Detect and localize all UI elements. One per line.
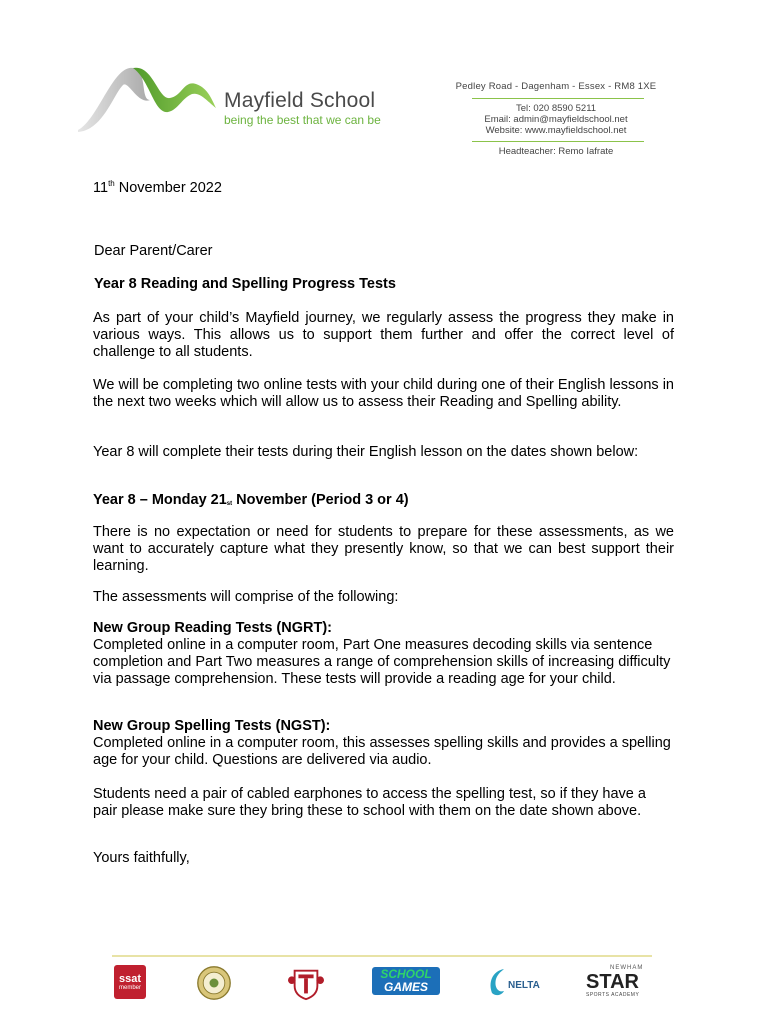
nelta-logo — [486, 965, 548, 1001]
ngst-heading: New Group Spelling Tests (NGST): — [93, 718, 331, 734]
school-tagline: being the best that we can be — [224, 113, 381, 127]
nelta-logo-text: NELTA — [508, 980, 540, 991]
ngrt-description: Completed online in a computer room, Part One measures decoding skills via sentence completion and Part Two measures a range of comprehension skills of increasing difficulty via passage comprehension. These tests will provide a reading age for your child. — [93, 637, 671, 687]
sports-academy-text: SPORTS ACADEMY — [586, 992, 640, 998]
date-suffix: th — [108, 179, 115, 188]
paragraph: Students need a pair of cabled earphones to access the spelling test, so if they have a pair please make sure they bring these to school with them on the date shown above. — [93, 786, 646, 819]
school-logo-swoosh — [78, 60, 218, 135]
ngst-description: Completed online in a computer room, this assesses spelling skills and provides a spelling age for your child. Questions are delivered via audio. — [93, 735, 671, 768]
paragraph: As part of your child’s Mayfield journey, we regularly assess the progress they make in various ways. This allows us to support them further and offer the correct level of challenge to all students. — [93, 310, 674, 360]
school-name: Mayfield School — [224, 89, 376, 112]
date-day: 11 — [93, 180, 109, 196]
school-email: Email: admin@mayfieldschool.net — [484, 114, 628, 125]
ssat-logo-text: ssat — [118, 973, 142, 985]
letter-date — [93, 180, 674, 197]
closing: Yours faithfully, — [93, 850, 190, 866]
headteacher-name: Headteacher: Remo Iafrate — [498, 146, 614, 157]
newham-text: NEWHAM — [610, 965, 644, 971]
star-text: STAR — [586, 971, 639, 993]
school-games-line-2: GAMES — [383, 980, 428, 994]
footer-divider — [112, 955, 652, 957]
nelta-swirl-icon — [486, 965, 508, 999]
paragraph: The assessments will comprise of the following: — [93, 589, 399, 605]
award-badge-icon — [194, 965, 234, 1001]
school-address: Pedley Road - Dagenham - Essex - RM8 1XE — [455, 81, 657, 92]
coat-of-arms-icon — [286, 965, 326, 1001]
ngrt-heading: New Group Reading Tests (NGRT): — [93, 620, 332, 636]
salutation: Dear Parent/Carer — [94, 243, 213, 259]
school-games-logo — [372, 967, 440, 995]
school-telephone: Tel: 020 8590 5211 — [515, 103, 597, 114]
paragraph: Year 8 will complete their tests during their English lesson on the dates shown below: — [93, 444, 639, 460]
paragraph: We will be completing two online tests with your child during one of their English lessons in the next two weeks which will allow us to assess their Reading and Spelling ability. — [93, 377, 674, 410]
test-date-suffix: st — [226, 501, 233, 507]
newham-star-logo — [584, 965, 654, 1001]
letter-subject: Year 8 Reading and Spelling Progress Tests — [94, 276, 396, 292]
ssat-logo — [114, 965, 146, 999]
header-divider — [472, 98, 644, 99]
paragraph: There is no expectation or need for students to prepare for these assessments, as we want to accurately capture what they presently know, so that we can best support their learning. — [93, 524, 674, 574]
test-date-period: November (Period 3 or 4) — [232, 492, 409, 508]
date-month-year: November 2022 — [114, 180, 222, 196]
test-date-line — [93, 492, 674, 513]
test-date-main: Year 8 – Monday 21 — [93, 492, 227, 508]
school-website: Website: www.mayfieldschool.net — [485, 125, 627, 136]
header-divider — [472, 141, 644, 142]
ssat-logo-subtext: member — [118, 985, 141, 991]
school-games-line-1: SCHOOL — [380, 967, 432, 981]
